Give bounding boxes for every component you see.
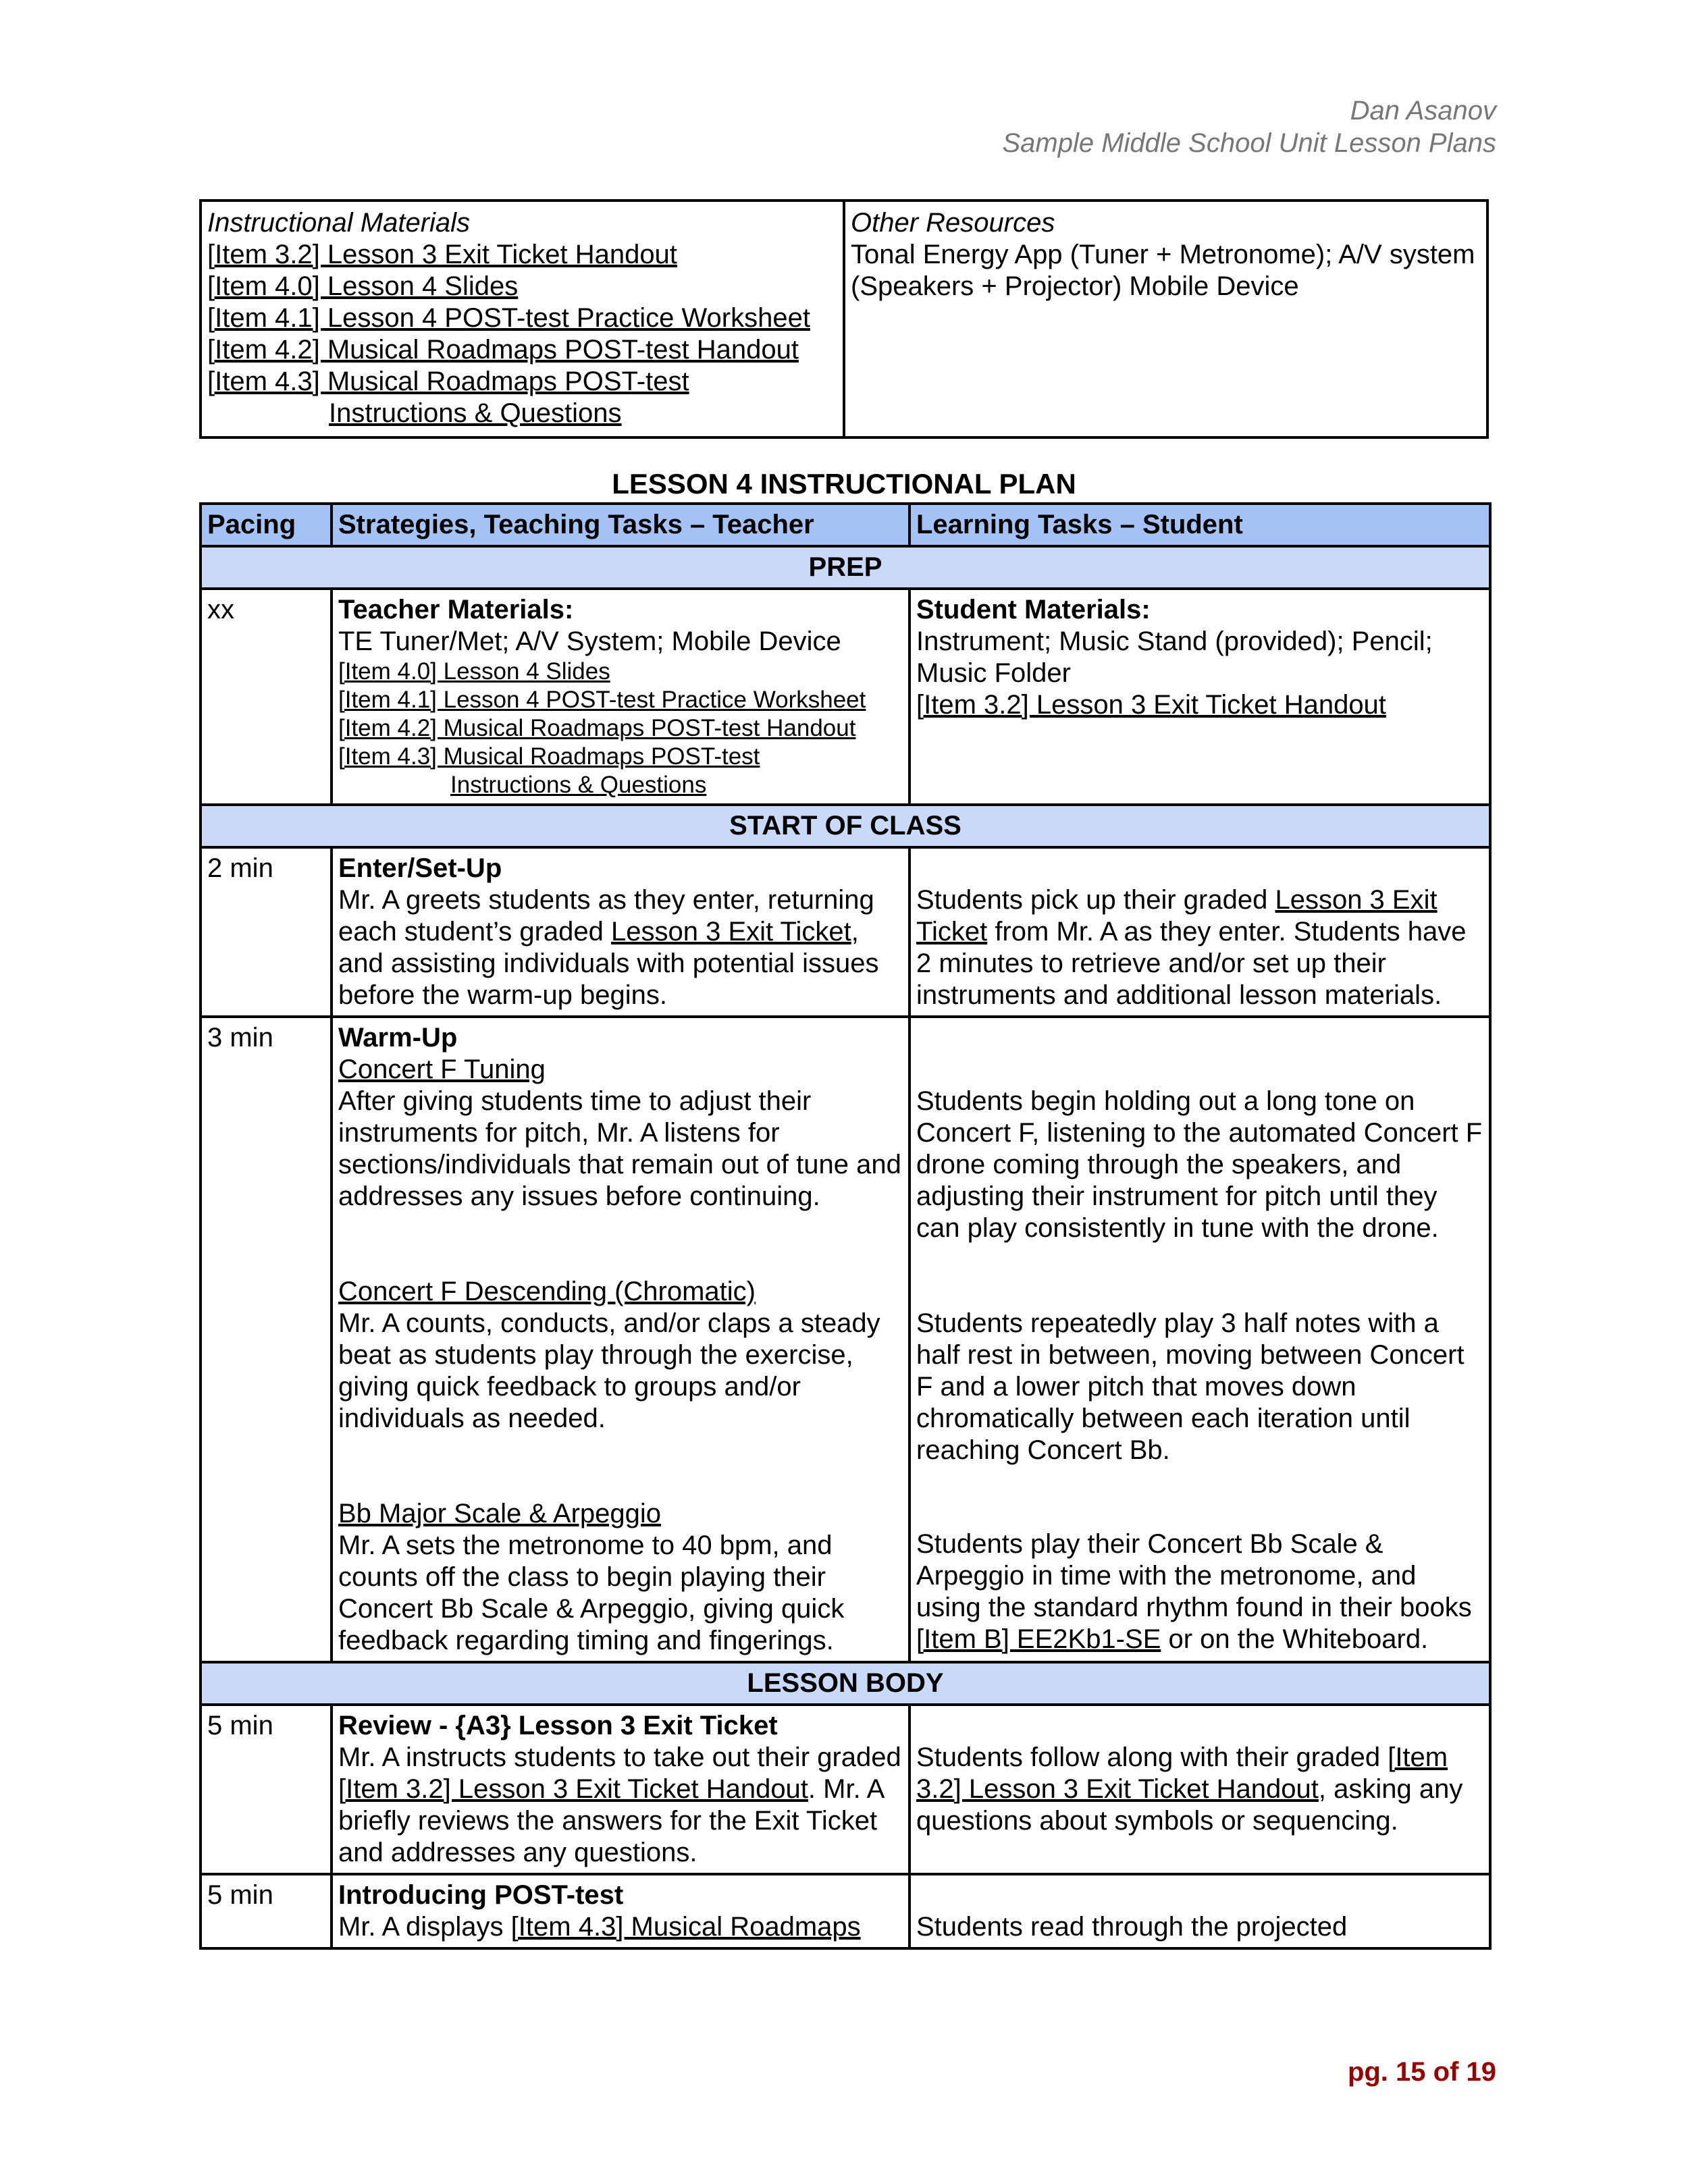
activity-heading: Warm-Up <box>338 1023 458 1053</box>
teacher-material-link[interactable]: [Item 4.0] Lesson 4 Slides <box>338 658 610 685</box>
table-row <box>201 1017 1490 1662</box>
student-cell <box>909 847 1490 1017</box>
instructional-materials-title: Instructional Materials <box>207 208 471 238</box>
activity-heading: Introducing POST-test <box>338 1880 624 1910</box>
exit-ticket-link[interactable]: Lesson 3 Exit Ticket <box>611 917 851 947</box>
material-link[interactable]: [Item 3.2] Lesson 3 Exit Ticket Handout <box>207 240 677 269</box>
activity-heading: Enter/Set-Up <box>338 853 502 883</box>
teacher-materials-line: TE Tuner/Met; A/V System; Mobile Device <box>338 627 841 656</box>
teacher-cell <box>332 847 909 1017</box>
exercise-title[interactable]: Concert F Descending (Chromatic) <box>338 1277 756 1306</box>
student-text: Students begin holding out a long tone on Concert F, listening to the automated Concert F drone coming through the speakers, and adjusting their instrument for pitch until they can play consistently in tune with the drone. <box>916 1086 1483 1243</box>
teacher-text: After giving students time to adjust their instruments for pitch, Mr. A listens for sections/individuals that remain out of tune and addresses any issues before continuing. <box>338 1086 901 1211</box>
section-start-of-class: START OF CLASS <box>201 805 1490 847</box>
student-cell <box>909 589 1490 805</box>
teacher-material-link[interactable]: [Item 4.2] Musical Roadmaps POST-test Handout <box>338 715 856 741</box>
teacher-text: . Mr. A briefly reviews the answers for the Exit Ticket and addresses any questions. <box>338 1774 884 1867</box>
teacher-cell <box>332 1705 909 1874</box>
other-resources-title: Other Resources <box>851 208 1055 238</box>
student-cell <box>909 1705 1490 1874</box>
student-text: or on the Whiteboard. <box>1161 1624 1429 1654</box>
exercise-title[interactable]: Concert F Tuning <box>338 1055 546 1084</box>
material-link[interactable]: [Item 4.3] Musical Roadmaps POST-test <box>207 367 689 396</box>
header-author: Dan Asanov <box>1350 96 1496 126</box>
teacher-material-link-continued[interactable]: Instructions & Questions <box>450 772 707 798</box>
plan-header-row <box>201 504 1490 546</box>
teacher-text: Mr. A greets students as they enter, returning each student’s graded <box>338 885 874 947</box>
student-materials-heading: Student Materials: <box>916 595 1151 624</box>
student-text: Students pick up their graded <box>916 885 1275 915</box>
exercise-title[interactable]: Bb Major Scale & Arpeggio <box>338 1499 662 1528</box>
section-prep: PREP <box>201 546 1490 589</box>
teacher-cell <box>332 1017 909 1662</box>
section-lesson-body: LESSON BODY <box>201 1662 1490 1705</box>
student-text: , asking any questions about symbols or sequencing. <box>916 1774 1463 1836</box>
table-row <box>201 1874 1490 1948</box>
page-header <box>1002 95 1496 159</box>
pacing-cell: 5 min <box>201 1874 332 1948</box>
student-material-link[interactable]: [Item 3.2] Lesson 3 Exit Ticket Handout <box>916 690 1386 720</box>
teacher-text: Mr. A sets the metronome to 40 bpm, and counts off the class to begin playing their Concert Bb Scale & Arpeggio, giving quick feedback regarding timing and fingerings. <box>338 1530 845 1655</box>
material-link[interactable]: [Item 4.2] Musical Roadmaps POST-test Handout <box>207 335 799 365</box>
col-pacing: Pacing <box>201 504 332 546</box>
teacher-text: Mr. A displays <box>338 1912 511 1942</box>
teacher-cell <box>332 589 909 805</box>
table-row <box>201 589 1490 805</box>
plan-title: LESSON 4 INSTRUCTIONAL PLAN <box>612 468 1076 500</box>
page-number: pg. 15 of 19 <box>1347 2057 1496 2087</box>
student-text: Students read through the projected <box>916 1912 1348 1942</box>
student-cell <box>909 1017 1490 1662</box>
table-row <box>201 847 1490 1017</box>
exit-ticket-link[interactable]: Lesson 3 Exit Ticket <box>916 885 1438 947</box>
student-materials-line: Instrument; Music Stand (provided); Pencil; Music Folder <box>916 627 1433 688</box>
teacher-material-link[interactable]: [Item 4.1] Lesson 4 POST-test Practice Worksheet <box>338 687 866 713</box>
pacing-cell: xx <box>201 589 332 805</box>
student-text: Students play their Concert Bb Scale & Arpeggio in time with the metronome, and using the standard rhythm found in their books <box>916 1529 1472 1622</box>
pacing-cell: 3 min <box>201 1017 332 1662</box>
other-resources-text: Tonal Energy App (Tuner + Metronome); A/V system (Speakers + Projector) Mobile Device <box>851 240 1475 301</box>
other-resources-cell <box>844 201 1487 437</box>
pacing-cell: 2 min <box>201 847 332 1017</box>
materials-table <box>199 199 1489 439</box>
book-link[interactable]: [Item B] EE2Kb1-SE <box>916 1624 1161 1654</box>
material-link-continued[interactable]: Instructions & Questions <box>329 398 622 428</box>
col-student: Learning Tasks – Student <box>909 504 1490 546</box>
activity-heading: Review - {A3} Lesson 3 Exit Ticket <box>338 1711 778 1740</box>
exit-ticket-link[interactable]: [Item 3.2] Lesson 3 Exit Ticket Handout <box>338 1774 808 1804</box>
header-doc-title: Sample Middle School Unit Lesson Plans <box>1002 128 1496 158</box>
col-teacher: Strategies, Teaching Tasks – Teacher <box>332 504 909 546</box>
instructional-plan-table <box>199 502 1492 1950</box>
teacher-text: Mr. A instructs students to take out their graded <box>338 1742 901 1772</box>
roadmaps-link[interactable]: [Item 4.3] Musical Roadmaps <box>510 1912 861 1942</box>
teacher-text: , and assisting individuals with potential issues before the warm-up begins. <box>338 917 879 1010</box>
pacing-cell: 5 min <box>201 1705 332 1874</box>
teacher-material-link[interactable]: [Item 4.3] Musical Roadmaps POST-test <box>338 743 760 770</box>
table-row <box>201 1705 1490 1874</box>
student-text: from Mr. A as they enter. Students have 2 minutes to retrieve and/or set up their instruments and additional lesson materials. <box>916 917 1467 1010</box>
instructional-materials-cell <box>201 201 844 437</box>
material-link[interactable]: [Item 4.1] Lesson 4 POST-test Practice Worksheet <box>207 303 810 333</box>
teacher-materials-heading: Teacher Materials: <box>338 595 574 624</box>
exit-ticket-link[interactable]: [Item 3.2] Lesson 3 Exit Ticket Handout <box>916 1742 1448 1804</box>
student-cell <box>909 1874 1490 1948</box>
teacher-cell <box>332 1874 909 1948</box>
student-text: Students follow along with their graded <box>916 1742 1388 1772</box>
material-link[interactable]: [Item 4.0] Lesson 4 Slides <box>207 271 519 301</box>
student-text: Students repeatedly play 3 half notes with a half rest in between, moving between Concert F and a lower pitch that moves down chromatically between each iteration until reaching Concert Bb. <box>916 1308 1465 1465</box>
teacher-text: Mr. A counts, conducts, and/or claps a steady beat as students play through the exercise, giving quick feedback to groups and/or individuals as needed. <box>338 1308 880 1433</box>
